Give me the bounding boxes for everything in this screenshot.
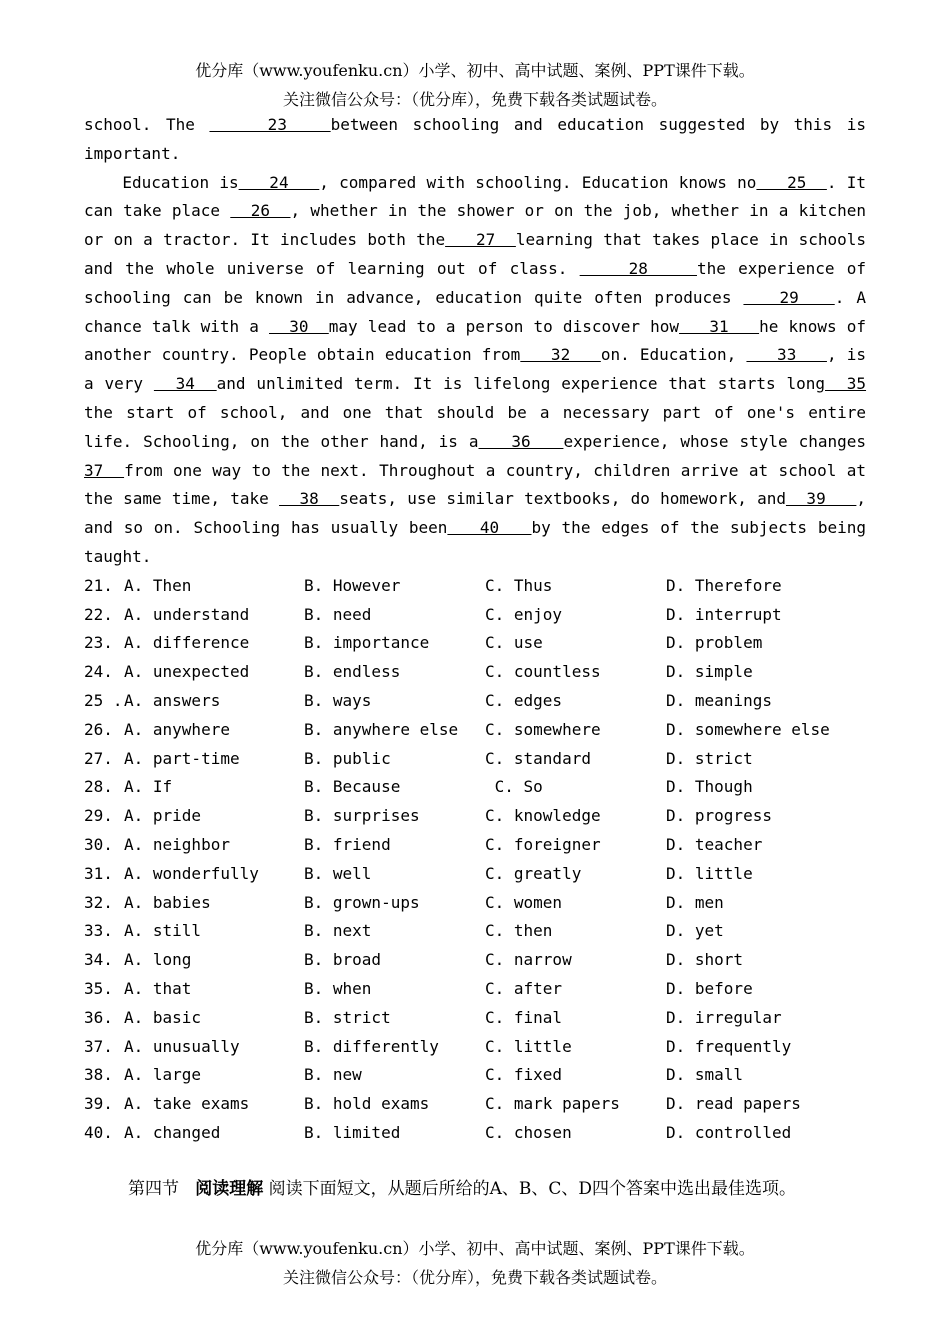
option-d: D. before xyxy=(666,978,753,998)
option-c: C. then xyxy=(485,921,553,941)
passage-text: , is a very xyxy=(84,345,867,394)
option-d: D. strict xyxy=(666,748,753,768)
question-number: 29. xyxy=(84,806,113,826)
option-a: A. still xyxy=(124,921,202,941)
header-line-1: 优分库（www.youfenku.cn）小学、初中、高中试题、案例、PPT课件下载。 xyxy=(195,61,755,80)
option-c: C. fixed xyxy=(485,1065,563,1085)
option-a: A. large xyxy=(124,1065,202,1085)
option-a: A. that xyxy=(124,978,192,998)
option-row xyxy=(84,716,866,745)
passage-text: may lead to a person to discover how xyxy=(328,316,680,336)
blank-25: 25 xyxy=(756,172,827,192)
option-d: D. little xyxy=(666,863,753,883)
question-number: 21. xyxy=(84,575,113,595)
option-b: B. need xyxy=(304,604,372,624)
blank-33: 33 xyxy=(746,345,827,365)
footer-line-2: 关注微信公众号：（优分库），免费下载各类试题试卷。 xyxy=(282,1268,667,1287)
blank-27: 27 xyxy=(445,230,516,250)
option-d: D. Though xyxy=(666,777,753,797)
option-c: C. women xyxy=(485,892,563,912)
blank-40: 40 xyxy=(447,518,532,538)
passage-text: and unlimited term. It is lifelong experience that starts long xyxy=(216,374,826,394)
section-4-intro xyxy=(84,1175,866,1204)
option-b: B. new xyxy=(304,1065,362,1085)
option-c: C. chosen xyxy=(485,1122,572,1142)
option-d: D. read papers xyxy=(666,1094,801,1114)
option-c: C. edges xyxy=(485,690,563,710)
passage-text: . A chance talk with a xyxy=(84,287,867,336)
option-a: A. basic xyxy=(124,1007,202,1027)
option-b: B. ways xyxy=(304,690,372,710)
option-d: D. problem xyxy=(666,633,763,653)
option-b: B. anywhere else xyxy=(304,719,459,739)
option-a: A. babies xyxy=(124,892,211,912)
question-number: 40. xyxy=(84,1122,113,1142)
option-d: D. progress xyxy=(666,806,772,826)
option-c: C. final xyxy=(485,1007,563,1027)
option-row xyxy=(84,687,866,716)
question-number: 23. xyxy=(84,633,113,653)
option-a: A. If xyxy=(124,777,173,797)
passage-text: , whether in the shower or on the job, whether in a kitchen or on a tractor. It includes both the xyxy=(84,201,867,250)
blank-30: 30 xyxy=(269,316,329,336)
option-c: C. mark papers xyxy=(485,1094,620,1114)
passage-text: from one way to the next. Throughout a country, children arrive at school at the same time, take xyxy=(84,460,867,509)
cloze-content xyxy=(84,111,866,1148)
option-c: C. after xyxy=(485,978,563,998)
section-title: 阅读理解 xyxy=(195,1179,264,1199)
passage-text: , and so on. Schooling has usually been xyxy=(84,489,867,538)
option-row xyxy=(84,917,866,946)
question-number: 34. xyxy=(84,950,113,970)
option-a: A. take exams xyxy=(124,1094,250,1114)
option-d: D. irregular xyxy=(666,1007,782,1027)
option-a: A. answers xyxy=(124,690,221,710)
option-d: D. somewhere else xyxy=(666,719,830,739)
option-row xyxy=(84,1033,866,1062)
question-number: 36. xyxy=(84,1007,113,1027)
passage-text: seats, use similar textbooks, do homework, and xyxy=(339,489,786,509)
question-number: 22. xyxy=(84,604,113,624)
option-d: D. frequently xyxy=(666,1036,792,1056)
option-a: A. understand xyxy=(124,604,250,624)
passage-text: by the edges of the subjects being taught. xyxy=(84,518,867,566)
option-b: B. public xyxy=(304,748,391,768)
option-row xyxy=(84,831,866,860)
option-b: B. However xyxy=(304,575,401,595)
option-d: D. teacher xyxy=(666,834,763,854)
option-b: B. broad xyxy=(304,950,382,970)
page-header xyxy=(0,56,950,114)
passage-text: between schooling and education suggested by this is important. xyxy=(84,115,867,163)
option-a: A. Then xyxy=(124,575,192,595)
blank-39: 39 xyxy=(785,489,857,509)
passage-text: . It can take place xyxy=(84,172,867,221)
blank-29: 29 xyxy=(743,287,835,307)
option-a: A. pride xyxy=(124,806,202,826)
blank-36: 36 xyxy=(478,431,564,451)
option-c: C. Thus xyxy=(485,575,553,595)
passage-text: Education is xyxy=(122,172,239,192)
option-c: C. greatly xyxy=(485,863,582,883)
option-a: A. difference xyxy=(124,633,250,653)
option-row xyxy=(84,658,866,687)
passage-text: experience, whose style changes xyxy=(563,431,866,451)
option-d: D. men xyxy=(666,892,724,912)
option-d: D. simple xyxy=(666,662,753,682)
option-c: C. standard xyxy=(485,748,591,768)
option-d: D. yet xyxy=(666,921,724,941)
blank-37: 37 xyxy=(84,460,125,480)
section-instruction: 阅读下面短文，从题后所给的A、B、C、D四个答案中选出最佳选项。 xyxy=(268,1179,797,1199)
option-d: D. controlled xyxy=(666,1122,792,1142)
option-row xyxy=(84,1090,866,1119)
question-number: 39. xyxy=(84,1094,113,1114)
passage-text: learning that takes place in schools and the whole universe of learning out of class. xyxy=(84,230,866,278)
option-row xyxy=(84,946,866,975)
option-b: B. endless xyxy=(304,662,401,682)
blank-35: 35 xyxy=(825,374,867,394)
blank-32: 32 xyxy=(520,345,601,365)
option-c: C. So xyxy=(485,777,543,797)
question-number: 35. xyxy=(84,978,113,998)
blank-38: 38 xyxy=(279,489,340,509)
question-number: 27. xyxy=(84,748,113,768)
blank-23: 23 xyxy=(209,115,331,134)
option-b: B. hold exams xyxy=(304,1094,430,1114)
option-row xyxy=(84,1004,866,1033)
option-row xyxy=(84,629,866,658)
option-a: A. part-time xyxy=(124,748,240,768)
option-row xyxy=(84,1061,866,1090)
question-number: 33. xyxy=(84,921,113,941)
option-c: C. little xyxy=(485,1036,572,1056)
option-b: B. when xyxy=(304,978,372,998)
option-row xyxy=(84,975,866,1004)
option-b: B. well xyxy=(304,863,372,883)
option-row xyxy=(84,745,866,774)
option-c: C. somewhere xyxy=(485,719,601,739)
option-a: A. unusually xyxy=(124,1036,240,1056)
option-c: C. foreigner xyxy=(485,834,601,854)
blank-34: 34 xyxy=(153,374,217,394)
question-number: 25 . xyxy=(84,690,123,710)
option-d: D. Therefore xyxy=(666,575,782,595)
question-number: 24. xyxy=(84,662,113,682)
passage-paragraph-2 xyxy=(84,169,866,572)
option-a: A. long xyxy=(124,950,192,970)
option-b: B. friend xyxy=(304,834,391,854)
page-footer xyxy=(0,1234,950,1292)
passage-text: the experience of schooling can be known in advance, education quite often produces xyxy=(84,258,866,307)
blank-24: 24 xyxy=(238,172,320,192)
option-d: D. meanings xyxy=(666,690,772,710)
passage-text: on. Education, xyxy=(600,345,747,365)
question-number: 28. xyxy=(84,777,113,797)
option-c: C. use xyxy=(485,633,543,653)
passage-text: school. The xyxy=(84,115,210,134)
option-row xyxy=(84,773,866,802)
option-b: B. Because xyxy=(304,777,401,797)
blank-26: 26 xyxy=(230,201,291,221)
option-row xyxy=(84,889,866,918)
option-a: A. unexpected xyxy=(124,662,250,682)
option-row xyxy=(84,601,866,630)
section-label: 第四节 xyxy=(128,1179,179,1199)
option-d: D. interrupt xyxy=(666,604,782,624)
question-number: 37. xyxy=(84,1036,113,1056)
question-number: 32. xyxy=(84,892,113,912)
option-row xyxy=(84,1119,866,1148)
passage-paragraph-1 xyxy=(84,111,866,169)
option-c: C. enjoy xyxy=(485,604,563,624)
option-b: B. grown-ups xyxy=(304,892,420,912)
passage-text: the start of school, and one that should be a necessary part of one's entire life. Schooling, on the other hand, is a xyxy=(84,402,866,451)
question-number: 31. xyxy=(84,863,113,883)
option-c: C. narrow xyxy=(485,950,572,970)
option-b: B. next xyxy=(304,921,372,941)
option-a: A. wonderfully xyxy=(124,863,259,883)
option-b: B. surprises xyxy=(304,806,420,826)
header-line-2: 关注微信公众号：（优分库），免费下载各类试题试卷。 xyxy=(282,90,667,109)
passage-text: he knows of another country. People obtain education from xyxy=(84,316,867,365)
option-a: A. neighbor xyxy=(124,834,230,854)
option-c: C. countless xyxy=(485,662,601,682)
option-b: B. importance xyxy=(304,633,430,653)
option-b: B. strict xyxy=(304,1007,391,1027)
passage-text: , compared with schooling. Education knows no xyxy=(319,172,757,192)
blank-31: 31 xyxy=(679,316,760,336)
option-d: D. short xyxy=(666,950,744,970)
option-b: B. limited xyxy=(304,1122,401,1142)
option-c: C. knowledge xyxy=(485,806,601,826)
option-a: A. anywhere xyxy=(124,719,230,739)
option-b: B. differently xyxy=(304,1036,439,1056)
option-a: A. changed xyxy=(124,1122,221,1142)
options-list xyxy=(84,572,866,1148)
footer-line-1: 优分库（www.youfenku.cn）小学、初中、高中试题、案例、PPT课件下载。 xyxy=(195,1239,755,1258)
question-number: 38. xyxy=(84,1065,113,1085)
question-number: 30. xyxy=(84,834,113,854)
option-row xyxy=(84,802,866,831)
option-row xyxy=(84,572,866,601)
blank-28: 28 xyxy=(579,258,697,278)
option-row xyxy=(84,860,866,889)
question-number: 26. xyxy=(84,719,113,739)
option-d: D. small xyxy=(666,1065,744,1085)
